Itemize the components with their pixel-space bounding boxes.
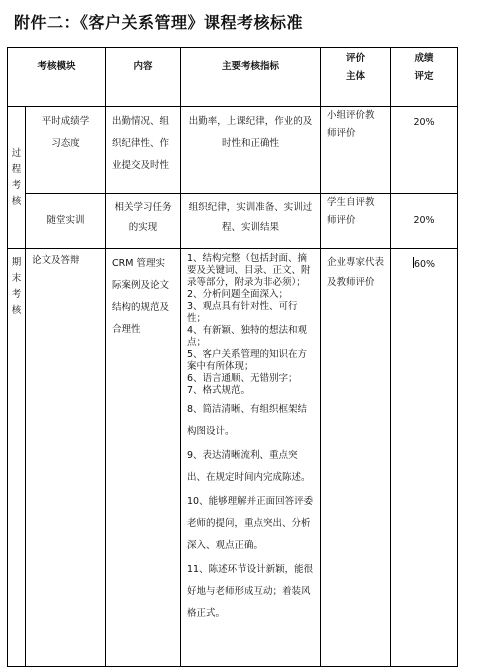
header-content: 内容 <box>106 48 181 107</box>
criteria-item: 5、客户关系管理的知识在方案中有所体现； <box>187 349 308 372</box>
cell-grade: 20% <box>391 194 458 249</box>
criteria-item: 6、语言通顺、无错别字； <box>187 373 298 384</box>
criteria-item: 3、观点具有针对性、可行性； <box>187 301 298 324</box>
assessment-table <box>7 47 458 667</box>
cell-evaluator: 企业專家代表及教师评价 <box>321 249 391 667</box>
category-final <box>8 249 26 667</box>
header-evaluator <box>321 48 391 107</box>
cell-content: 相关学习任务的实现 <box>106 194 181 249</box>
category-process <box>8 107 26 249</box>
criteria-item: 10、能够理解并正面回答评委老师的提问，重点突出、分析深入、观点正确。 <box>187 496 314 551</box>
cell-content: CRM 管理实际案例及论文结构的规范及合理性 <box>106 249 181 667</box>
header-row <box>8 48 458 107</box>
header-grade-text: 成绩评定 <box>414 53 434 82</box>
evaluator-text: 小组评价教师评价 <box>327 110 375 139</box>
cell-criteria: 组织纪律，实训准备、实训过程、实训结果 <box>181 194 321 249</box>
criteria-item: 1、结构完整（包括封面、摘要及关键词、目录、正文、附录等部分，附录为非必须）； <box>187 253 311 288</box>
criteria-item: 7、格式规范。 <box>187 385 251 396</box>
header-module: 考核模块 <box>8 48 106 107</box>
header-evaluator-text: 评价主体 <box>346 53 366 82</box>
cell-evaluator <box>321 194 391 249</box>
table-row <box>8 249 458 667</box>
cell-module: 随堂实训 <box>26 194 106 249</box>
table-row <box>8 107 458 194</box>
cell-criteria <box>181 249 321 667</box>
criteria-list <box>181 249 320 629</box>
grade-text: 60% <box>413 259 436 270</box>
table-row <box>8 194 458 249</box>
header-criteria: 主要考核指标 <box>181 48 321 107</box>
category-final-label: 期末考核 <box>11 257 22 316</box>
category-process-label: 过程考核 <box>11 147 22 207</box>
module-text: 平时成绩学习态度 <box>41 116 90 149</box>
document-title: 附件二：《客户关系管理》课程考核标准 <box>14 13 304 32</box>
evaluator-text: 学生自评教师评价 <box>327 197 375 226</box>
criteria-item: 2、分析问题全面深入； <box>187 289 289 300</box>
cell-module: 论文及答辩 <box>26 249 106 667</box>
criteria-item: 8、简洁清晰、有组织框架结构图设计。 <box>187 404 308 437</box>
header-grade <box>391 48 458 107</box>
cell-grade: 20% <box>391 107 458 194</box>
cell-grade <box>391 249 458 667</box>
cell-evaluator <box>321 107 391 194</box>
criteria-item: 4、有新颖、独特的想法和观点； <box>187 325 308 348</box>
cell-criteria: 出勤率，上课纪律，作业的及时性和正确性 <box>181 107 321 194</box>
cell-module <box>26 107 106 194</box>
cell-content: 出勤情况、组织纪律性、作业提交及时性 <box>106 107 181 194</box>
criteria-item: 11、陈述环节设计新颖，能很好地与老师形成互动；着装风格正式。 <box>187 564 314 619</box>
criteria-item: 9、表达清晰流利、重点突出、在规定时间内完成陈述。 <box>187 450 311 483</box>
